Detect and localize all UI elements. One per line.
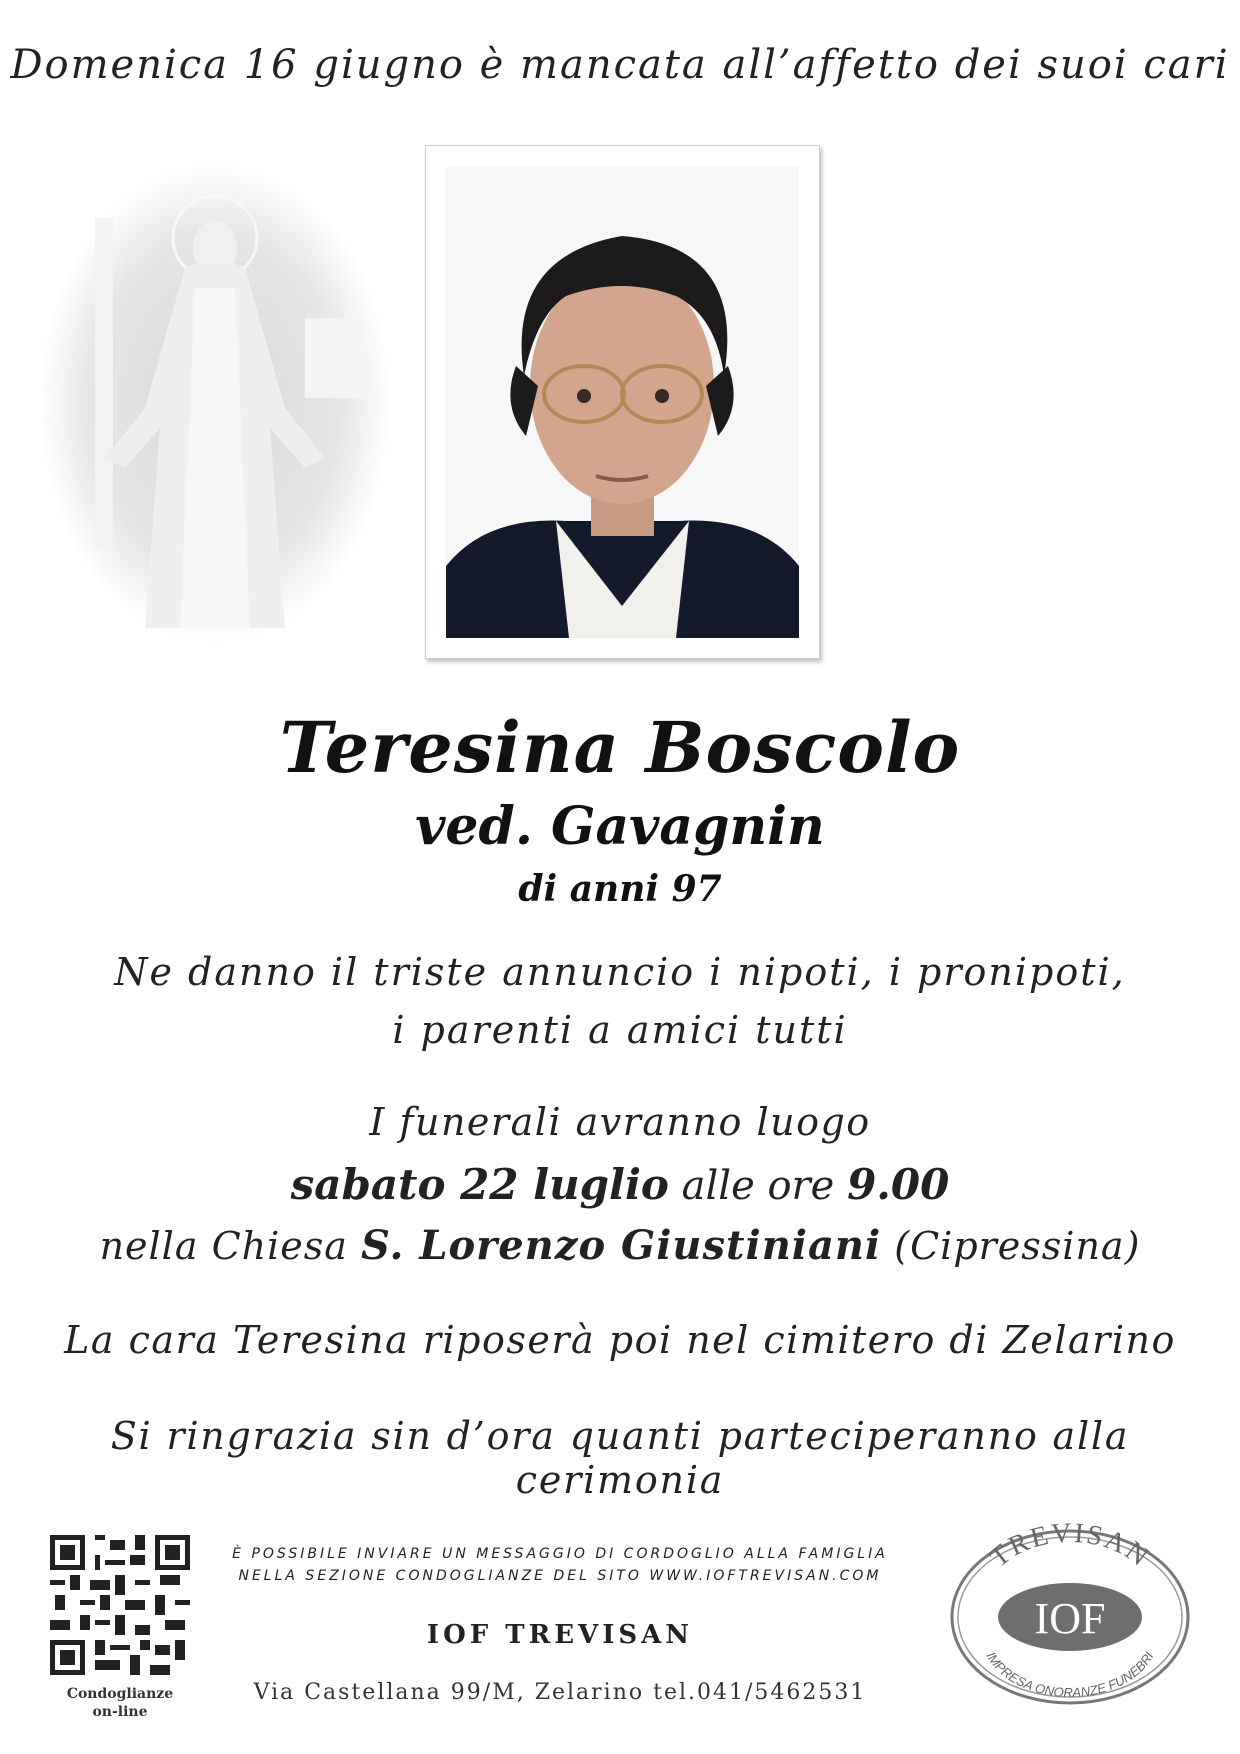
burial-info: La cara Teresina riposerà poi nel cimitero di Zelarino [64,1318,1176,1362]
announcement-line-1: Ne danno il triste annuncio i nipoti, i pronipoti, [114,950,1126,994]
qr-label [40,1685,200,1721]
funeral-church-prefix: nella Chiesa [99,1224,348,1268]
funeral-church-suffix: (Cipressina) [894,1224,1141,1268]
qr-label-line-1: Condoglianze [66,1686,174,1702]
funeral-church [0,1222,1240,1269]
deceased-name: Teresina Boscolo [279,706,961,789]
thanks-line: Si ringrazia sin d’ora quanti parteciperanno alla cerimonia [110,1414,1130,1502]
funeral-time: 9.00 [847,1160,950,1209]
funeral-church-name: S. Lorenzo Giustiniani [361,1222,882,1269]
iof-trevisan-logo [945,1522,1195,1707]
condolence-message-line-2: NELLA SEZIONE CONDOGLIANZE DEL SITO WWW.IOFTREVISAN.COM [238,1568,882,1584]
logo-center-text: IOF [1034,1594,1106,1643]
logo-top-text: TREVISAN [984,1522,1156,1574]
qr-code-icon[interactable] [50,1535,190,1675]
funeral-intro: I funerali avranno luogo [369,1100,871,1144]
brand-address: Via Castellana 99/M, Zelarino tel.041/5462531 [253,1680,867,1705]
headline: Domenica 16 giugno è mancata all’affetto dei suoi cari [10,42,1230,88]
logo-bottom-text: IMPRESA ONORANZE FUNEBRI [983,1649,1157,1701]
madonna-image [35,158,395,648]
portrait-frame [425,145,820,659]
funeral-date-time [0,1160,1240,1209]
brand-name: IOF TREVISAN [426,1620,694,1650]
funeral-date: sabato 22 luglio [290,1160,669,1209]
deceased-age: di anni 97 [518,868,722,910]
funeral-time-prefix: alle ore [681,1163,835,1209]
portrait-photo [446,166,799,638]
qr-label-line-2: on-line [92,1704,148,1720]
deceased-subname: ved. Gavagnin [415,796,825,857]
announcement-line-2: i parenti a amici tutti [392,1008,848,1052]
condolence-message-line-1: È POSSIBILE INVIARE UN MESSAGGIO DI CORDOGLIO ALLA FAMIGLIA [232,1546,888,1562]
